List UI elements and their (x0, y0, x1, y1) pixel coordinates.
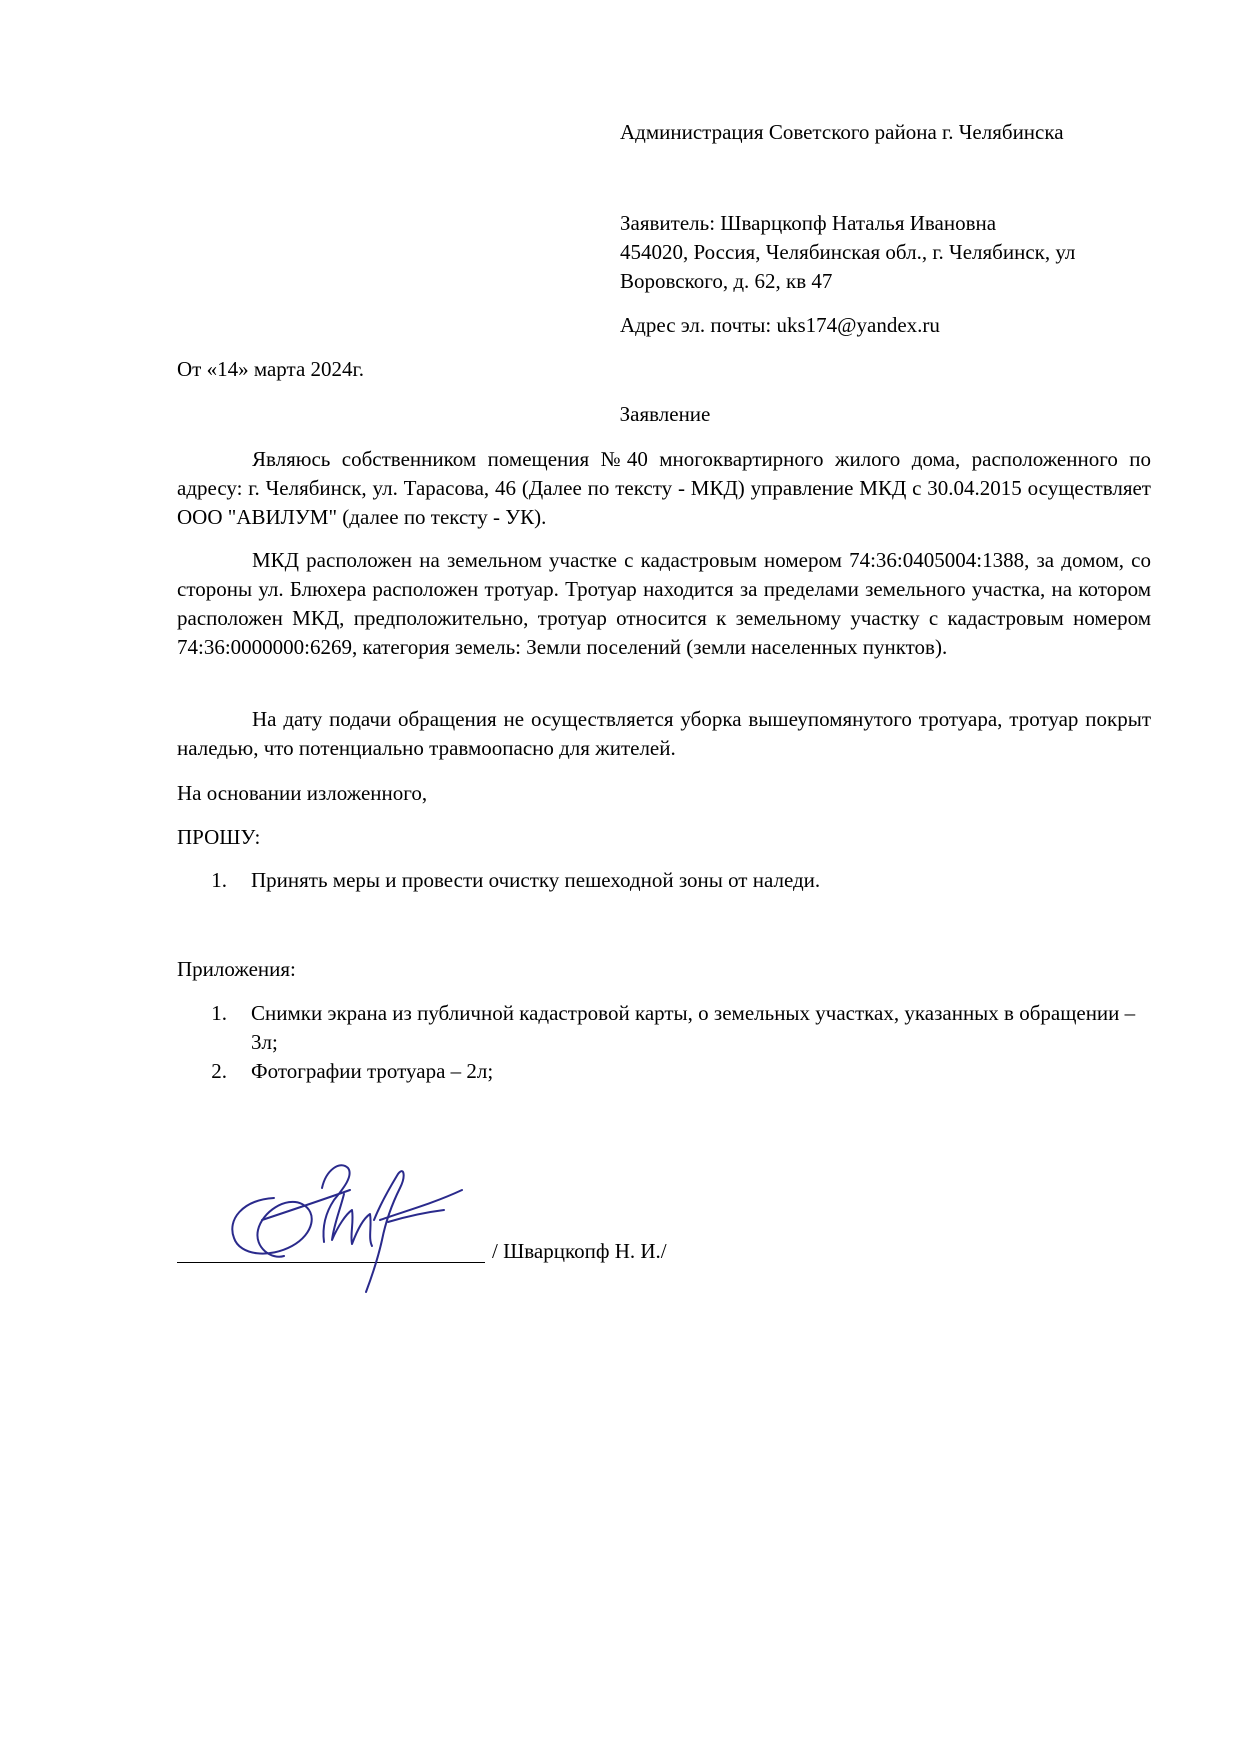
recipient: Администрация Советского района г. Челябинска (620, 120, 1064, 144)
document-title: Заявление (619, 402, 711, 426)
list-number: 2. (211, 1059, 227, 1083)
applicant-block (620, 209, 1140, 296)
paragraph-land-plot: МКД расположен на земельном участке с кадастровым номером 74:36:0405004:1388, за домом, со стороны ул. Блюхера расположен тротуар. Тротуар находится за пределами земельного участка, на котором расположен МКД, предположительно, тротуар относится к земельному участку с кадастровым номером 74:36:0000000:6269, категория земель: Земли поселений (земли населенных пунктов). (177, 548, 1151, 659)
list-item (177, 866, 1151, 895)
list-number: 1. (211, 1001, 227, 1025)
applicant-address-line1: 454020, Россия, Челябинская обл., г. Челябинск, ул (620, 240, 1076, 264)
paragraph-basis: На основании изложенного, (177, 781, 428, 805)
applicant-address-line2: Воровского, д. 62, кв 47 (620, 269, 833, 293)
list-item (177, 999, 1151, 1057)
signature-stroke (366, 1171, 404, 1292)
paragraph-ice: На дату подачи обращения не осуществляется уборка вышеупомянутого тротуара, тротуар покрыт наледью, что потенциально травмоопасно для жителей. (177, 707, 1151, 760)
paragraph-request-heading: ПРОШУ: (177, 825, 261, 849)
signature-name: / Шварцкопф Н. И./ (492, 1239, 667, 1263)
paragraph-ownership: Являюсь собственником помещения №40 многоквартирного жилого дома, расположенного по адресу: г. Челябинск, ул. Тарасова, 46 (Далее по тексту - МКД) управление МКД с 30.04.2015 осуществляет ООО "АВИЛУМ" (далее по тексту - УК). (177, 447, 1151, 529)
document-date: От «14» марта 2024г. (177, 357, 365, 381)
applicant-name: Заявитель: Шварцкопф Наталья Ивановна (620, 211, 997, 235)
list-item (177, 1057, 1151, 1086)
applicant-email: Адрес эл. почты: uks174@yandex.ru (620, 313, 940, 337)
handwritten-signature (222, 1160, 472, 1295)
list-text: Фотографии тротуара – 2л; (251, 1059, 494, 1083)
signature-stroke (388, 1210, 444, 1222)
appendix-list (177, 999, 1151, 1086)
list-number: 1. (211, 868, 227, 892)
appendix-title: Приложения: (177, 957, 296, 981)
request-list (177, 866, 1151, 895)
list-text: Принять меры и провести очистку пешеходной зоны от наледи. (251, 868, 821, 892)
signature-stroke (332, 1194, 372, 1246)
list-text: Снимки экрана из публичной кадастровой карты, о земельных участках, указанных в обращении – 3л; (251, 1001, 1136, 1054)
